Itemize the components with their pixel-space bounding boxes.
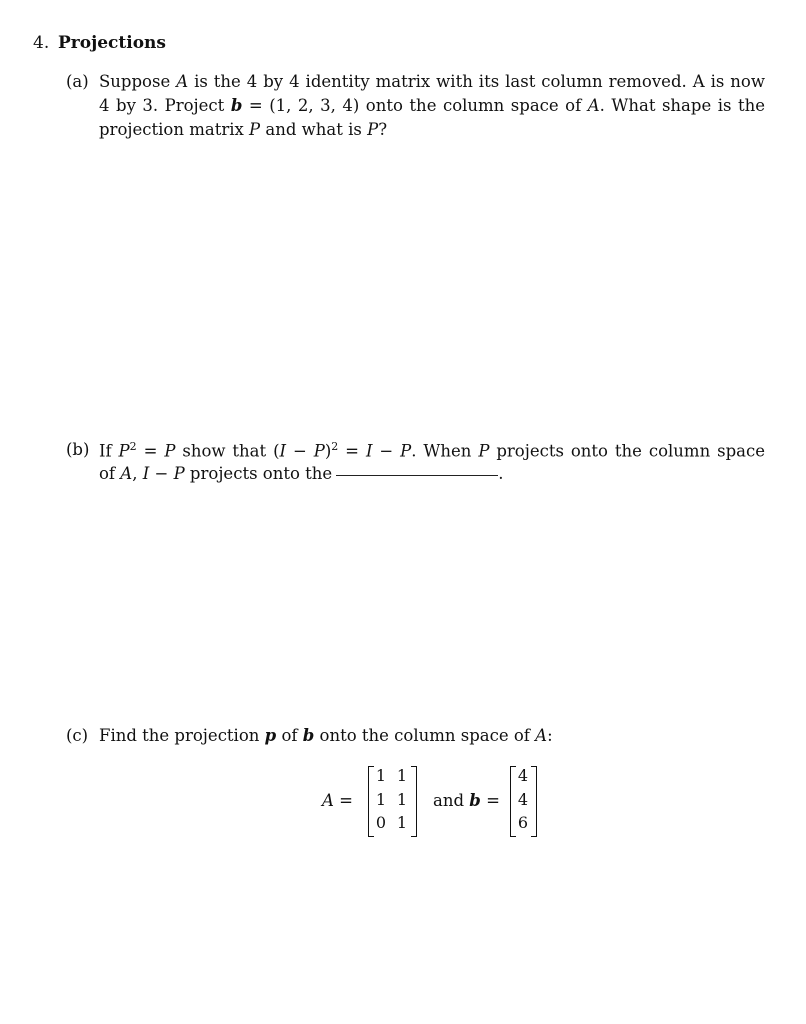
matrix-a-cell: 0 <box>375 813 387 832</box>
part-a-label: (a) <box>66 72 89 91</box>
part-c-label: (c) <box>66 726 89 745</box>
matrix-a-cell: 1 <box>396 813 408 832</box>
part-b-line-1: If $P^2 = P$ show that $(I - P)^2 = I - P$. When P projects onto the column space <box>99 440 765 461</box>
problem-title: Projections <box>58 33 166 53</box>
part-b-label: (b) <box>66 440 90 459</box>
matrix-a <box>368 766 417 835</box>
part-a-line-2: 4 by 3. Project b = (1, 2, 3, 4) onto the column space of A. What shape is the <box>99 96 765 115</box>
part-a-line-1: Suppose A is the 4 by 4 identity matrix with its last column removed. A is now <box>99 72 765 91</box>
matrix-a-label: A = <box>322 791 353 810</box>
matrix-a-cell: 1 <box>396 790 408 809</box>
vector-b <box>510 766 537 835</box>
matrix-a-cell: 1 <box>396 766 408 785</box>
vector-b-cell: 4 <box>517 790 529 809</box>
problem-number: 4. <box>33 33 50 53</box>
answer-blank[interactable] <box>336 474 498 476</box>
vector-b-cell: 6 <box>517 813 529 832</box>
vector-b-label: and b = <box>433 791 500 810</box>
part-a-line-3: projection matrix P and what is P? <box>99 120 388 139</box>
part-b-line-2: of A, I − P projects onto the . <box>99 464 504 483</box>
matrix-a-cell: 1 <box>375 766 387 785</box>
matrix-a-cell: 1 <box>375 790 387 809</box>
part-c-line-1: Find the projection p of b onto the column space of A: <box>99 726 553 745</box>
vector-b-cell: 4 <box>517 766 529 785</box>
